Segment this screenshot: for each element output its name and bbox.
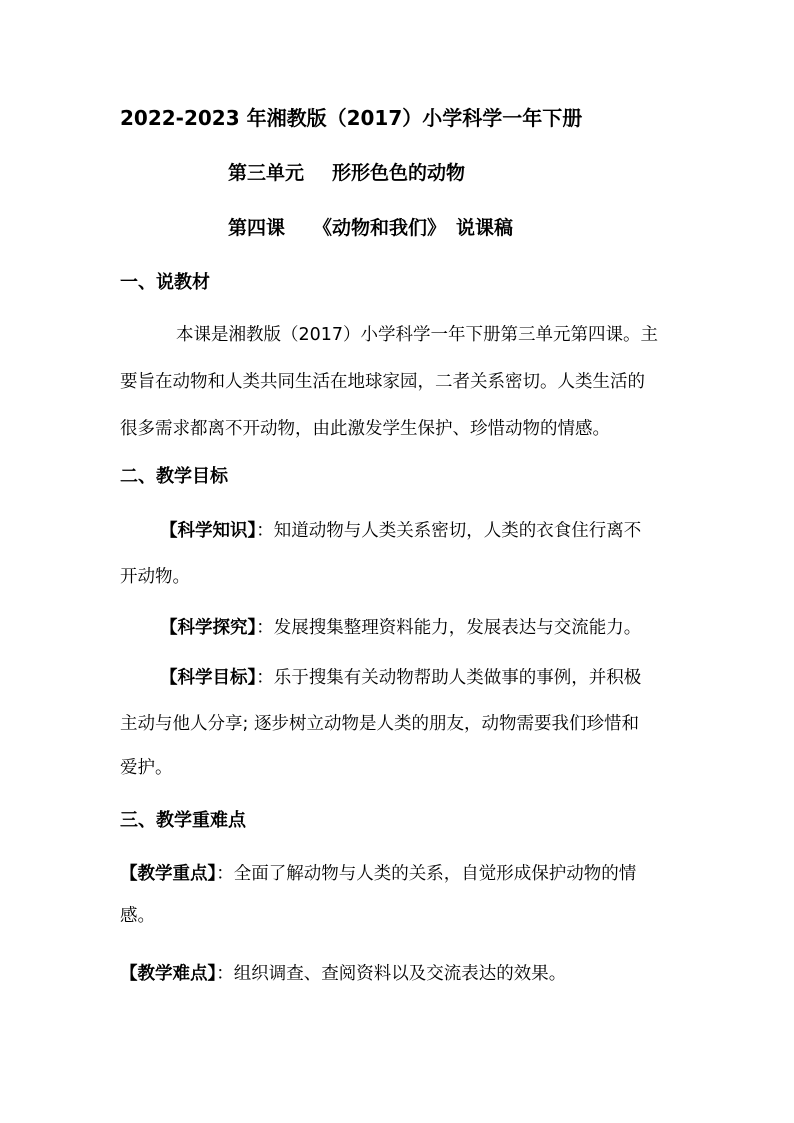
materials-paragraph-line: 本课是湘教版（2017）小学科学一年下册第三单元第四课。主	[176, 325, 659, 345]
unit-name: 第三单元	[228, 162, 305, 184]
objective-inquiry	[160, 616, 641, 640]
objective-goal	[160, 666, 641, 690]
key-point-cont: 感。	[120, 906, 155, 926]
difficulty-point-label: 【教学难点】	[120, 964, 217, 984]
key-point	[120, 862, 636, 886]
objective-knowledge-label: 【科学知识】	[160, 521, 257, 541]
objective-goal-cont: 爱护。	[120, 758, 173, 778]
objective-knowledge	[160, 519, 641, 543]
objective-goal-cont: 主动与他人分享; 逐步树立动物是人类的朋友，动物需要我们珍惜和	[120, 714, 639, 734]
unit-topic: 形形色色的动物	[332, 162, 466, 184]
objective-goal-text: ：乐于搜集有关动物帮助人类做事的事例，并积极	[256, 668, 642, 688]
difficulty-point-text: ：组织调查、查阅资料以及交流表达的效果。	[216, 964, 567, 984]
objective-knowledge-cont: 开动物。	[120, 567, 190, 587]
objective-goal-label: 【科学目标】	[160, 668, 257, 688]
document-title: 2022-2023 年湘教版（2017）小学科学一年下册	[120, 106, 583, 130]
materials-paragraph-line: 要旨在动物和人类共同生活在地球家园，二者关系密切。人类生活的	[120, 372, 645, 392]
unit-heading	[228, 161, 465, 185]
objective-knowledge-text: ：知道动物与人类关系密切，人类的衣食住行离不	[256, 521, 642, 541]
lesson-name: 第四课	[228, 217, 286, 239]
objective-inquiry-text: ：发展搜集整理资料能力，发展表达与交流能力。	[256, 618, 642, 638]
lesson-book: 《动物和我们》	[313, 217, 447, 239]
section-heading-key-points: 三、教学重难点	[120, 810, 246, 831]
section-heading-materials: 一、说教材	[120, 272, 210, 293]
lesson-type: 说课稿	[456, 217, 514, 239]
difficulty-point	[120, 962, 566, 986]
key-point-text: ：全面了解动物与人类的关系，自觉形成保护动物的情	[216, 864, 637, 884]
section-heading-objectives: 二、教学目标	[120, 466, 228, 487]
key-point-label: 【教学重点】	[120, 864, 217, 884]
materials-paragraph-line: 很多需求都离不开动物，由此激发学生保护、珍惜动物的情感。	[120, 419, 610, 439]
objective-inquiry-label: 【科学探究】	[160, 618, 257, 638]
lesson-heading	[228, 216, 513, 240]
